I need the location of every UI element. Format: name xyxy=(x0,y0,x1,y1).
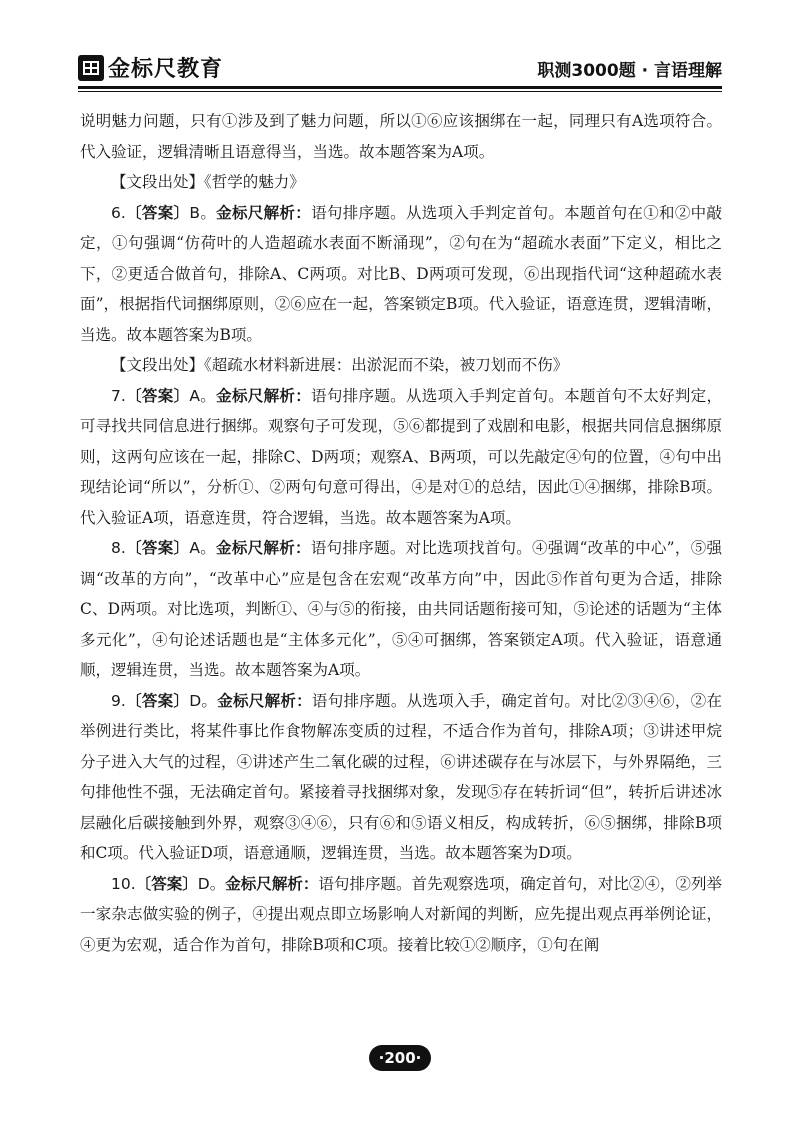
analysis-label: 金标尺解析： xyxy=(216,386,312,405)
analysis-text: 语句排序题。从选项入手，确定首句。对比②③④⑥，②在举例进行类比，将某件事比作食物解冻变质的过程，不适合作为首句，排除A项；③讲述甲烷分子进入大气的过程，④讲述产生二氧化碳的过程，⑥讲述碳存在与冰层下，与外界隔绝，三句排他性不强，无法确定首句。紧接着寻找捆绑对象，发现⑤存在转折词“但”，转折后讲述冰层融化后碳接触到外界，观察③④⑥，只有⑥和⑤语义相反，构成转折，⑥⑤捆绑，排除B项和C项。代入验证D项，语意通顺，逻辑连贯，当选。故本题答案为D项。 xyxy=(80,691,722,862)
answer-paragraph-9 xyxy=(80,686,722,869)
page-body xyxy=(80,106,722,960)
answer-label: 〔答案〕 xyxy=(135,874,198,893)
answer-label: 〔答案〕 xyxy=(125,691,190,710)
source-note xyxy=(80,167,722,198)
page-footer xyxy=(363,1044,437,1072)
analysis-label: 金标尺解析： xyxy=(217,691,312,710)
analysis-text: 语句排序题。从选项入手判定首句。本题首句不太好判定，可寻找共同信息进行捆绑。观察句子可发现，⑤⑥都提到了戏剧和电影，根据共同信息捆绑原则，这两句应该在一起，排除C、D两项；观察A、B两项，可以先敲定④句的位置，④句中出现结论词“所以”，分析①、②两句句意可得出，④是对①的总结，因此①④捆绑，排除B项。代入验证A项，语意连贯，符合逻辑，当选。故本题答案为A项。 xyxy=(80,386,722,527)
ruler-logo-icon xyxy=(78,55,104,81)
analysis-label: 金标尺解析： xyxy=(216,203,312,222)
paragraph-text: 说明魅力问题，只有①涉及到了魅力问题，所以①⑥应该捆绑在一起，同理只有A选项符合。代入验证，逻辑清晰且语意得当，当选。故本题答案为A项。 xyxy=(80,112,722,161)
source-title: 《超疏水材料新进展：出淤泥而不染，被刀划而不伤》 xyxy=(204,356,569,374)
logo-text: 金标尺教育 xyxy=(108,57,224,82)
analysis-label: 金标尺解析： xyxy=(225,874,319,893)
source-title: 《哲学的魅力》 xyxy=(204,173,305,191)
answer-label: 〔答案〕 xyxy=(125,203,190,222)
page-header xyxy=(78,50,722,90)
answer-letter: D。 xyxy=(189,691,218,710)
analysis-label: 金标尺解析： xyxy=(216,539,311,557)
book-title: 职测3000题 · 言语理解 xyxy=(537,61,722,81)
source-label: 【文段出处】 xyxy=(111,356,205,374)
answer-letter: B。 xyxy=(189,203,217,222)
answer-paragraph-6 xyxy=(80,198,722,351)
answer-label: 〔答案〕 xyxy=(125,539,190,557)
answer-letter: D。 xyxy=(197,874,226,893)
question-number: 6. xyxy=(111,203,126,222)
answer-letter: A。 xyxy=(189,386,217,405)
answer-paragraph-8 xyxy=(80,533,722,686)
header-rule xyxy=(78,86,722,89)
answer-paragraph-7 xyxy=(80,381,722,534)
answer-letter: A。 xyxy=(189,539,217,557)
analysis-text: 语句排序题。从选项入手判定首句。本题首句在①和②中敲定，①句强调“仿荷叶的人造超疏水表面不断涌现”，②句在为“超疏水表面”下定义，相比之下，②更适合做首句，排除A、C两项。对比B、D两项可发现，⑥出现指代词“这种超疏水表面”，根据指代词捆绑原则，②⑥应在一起，答案锁定B项。代入验证，语意连贯，逻辑清晰，当选。故本题答案为B项。 xyxy=(80,203,722,344)
paragraph-continuation xyxy=(80,106,722,167)
page-number: ·200· xyxy=(369,1045,432,1071)
question-number: 10. xyxy=(111,874,136,893)
answer-paragraph-10 xyxy=(80,869,722,961)
question-number: 8. xyxy=(111,539,126,557)
question-number: 9. xyxy=(111,691,126,710)
answer-label: 〔答案〕 xyxy=(125,386,190,405)
publisher-logo xyxy=(78,52,223,83)
source-note xyxy=(80,350,722,381)
header-rule-thin xyxy=(78,91,722,92)
source-label: 【文段出处】 xyxy=(111,173,205,191)
question-number: 7. xyxy=(111,386,126,405)
analysis-text: 语句排序题。首先观察选项，确定首句，对比②④，②列举一家杂志做实验的例子，④提出观点即立场影响人对新闻的判断，应先提出观点再举例论证，④更为宏观，适合作为首句，排除B项和C项。接着比较①②顺序，①句在阐 xyxy=(80,874,722,954)
analysis-text: 语句排序题。对比选项找首句。④强调“改革的中心”，⑤强调“改革的方向”，“改革中心”应是包含在宏观“改革方向”中，因此⑤作首句更为合适，排除C、D两项。对比选项，判断①、④与⑤的衔接，由共同话题衔接可知，⑤论述的话题为“主体多元化”，④句论述话题也是“主体多元化”，⑤④可捆绑，答案锁定A项。代入验证，语意通顺，逻辑连贯，当选。故本题答案为A项。 xyxy=(80,539,722,679)
